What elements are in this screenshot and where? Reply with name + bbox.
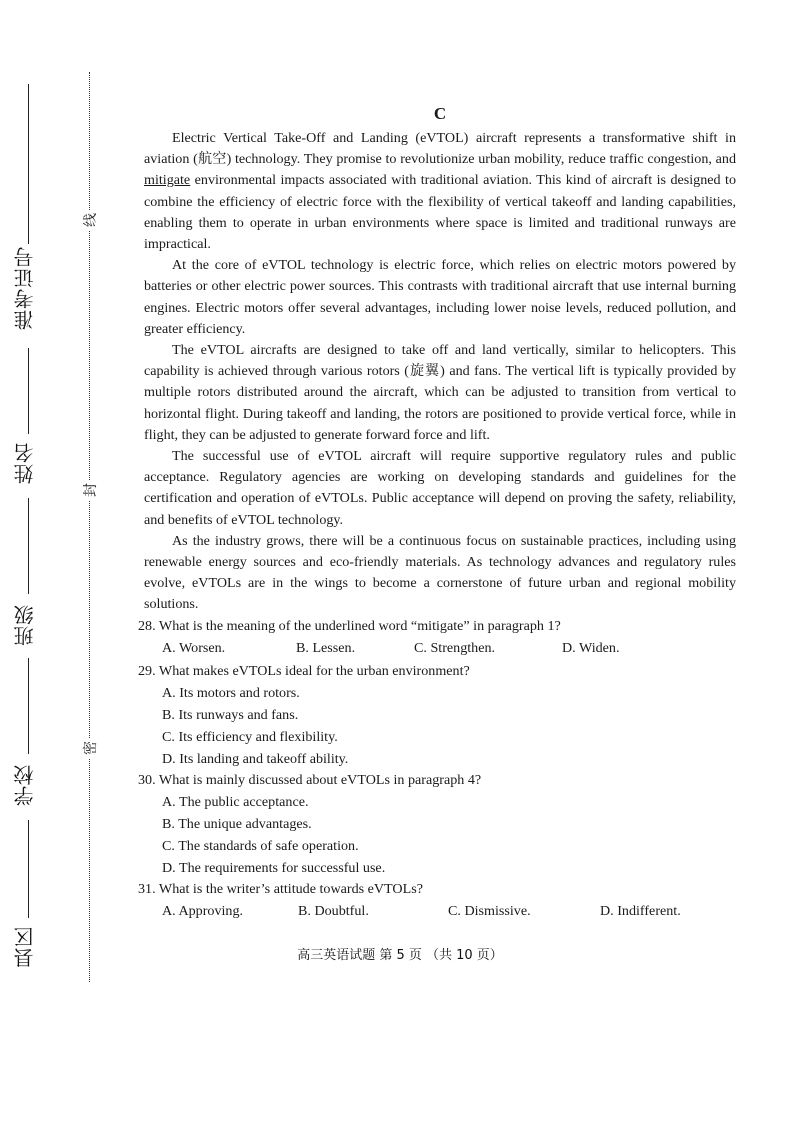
seal-char-secret: 密 (80, 738, 100, 758)
seal-char-line: 线 (80, 210, 100, 230)
class-label: 班级 (13, 604, 37, 646)
class-line (28, 498, 29, 594)
option-b[interactable]: B. Doubtful. (298, 902, 369, 919)
paragraph-1-end: environmental impacts associated with traditional aviation. This kind of aircraft is designed to combine the efficiency of electric force with the flexibility of vertical takeoff and landing capabilities, enabling them to operate in urban environments where space is limited and traditional runways are impractical. (144, 172, 736, 253)
school-line (28, 658, 29, 754)
options-row (144, 900, 736, 922)
option-a[interactable]: A. Approving. (162, 902, 244, 919)
option-c[interactable]: C. Its efficiency and flexibility. (162, 728, 338, 745)
question-stem: 29. What makes eVTOLs ideal for the urban environment? (138, 662, 470, 679)
option-a[interactable]: A. The public acceptance. (162, 793, 309, 810)
paragraph-4: The successful use of eVTOL aircraft will require supportive regulatory rules and public acceptance. Regulatory agencies are working on developing standards and guidelines for the certification and operation of eVTOLs. Public acceptance will depend on proving the safety, reliability, and benefits of eVTOL technology. (144, 448, 736, 528)
paragraph-3: The eVTOL aircrafts are designed to take off and land vertically, similar to helicopters. This capability is achieved through various rotors (旋翼) and fans. The vertical lift is typically provided by multiple rotors distributed around the aircraft, which can be adjusted to transition from vertical to horizontal flight. During takeoff and landing, the rotors are positioned to provide vertical force, while in flight, they can be adjusted to generate forward force and lift. (144, 342, 736, 443)
paragraph-2: At the core of eVTOL technology is electric force, which relies on electric motors powered by batteries or other electric power sources. This contrasts with traditional aircraft that use internal burning engines. Electric motors offer several advantages, including lower noise levels, reduced pollution, and greater efficiency. (144, 257, 736, 337)
question-29 (138, 661, 736, 770)
district-label: 县区 (13, 926, 37, 968)
name-label: 姓名 (13, 442, 37, 484)
question-stem: 30. What is mainly discussed about eVTOLs in paragraph 4? (138, 771, 482, 788)
option-c[interactable]: C. The standards of safe operation. (162, 837, 359, 854)
question-28 (138, 616, 736, 659)
option-c[interactable]: C. Dismissive. (448, 902, 531, 919)
page-footer: 高三英语试题 第 5 页 （共 10 页） (297, 948, 503, 963)
section-title: C (433, 104, 447, 123)
seal-char-seal: 封 (80, 480, 100, 500)
exam-number-label: 准考证号 (13, 246, 37, 330)
paragraph-1 (144, 128, 736, 255)
option-d[interactable]: D. Indifferent. (600, 902, 681, 919)
exam-number-line (28, 84, 29, 244)
name-line (28, 348, 29, 434)
paragraph-1-start: Electric Vertical Take-Off and Landing (eVTOL) aircraft represents a transformative shift in aviation (航空) technology. They promise to revolutionize urban mobility, reduce traffic congestion, and (144, 130, 736, 168)
option-b[interactable]: B. Lessen. (296, 639, 356, 656)
reading-section (138, 104, 736, 924)
question-stem: 28. What is the meaning of the underlined word “mitigate” in paragraph 1? (138, 617, 561, 634)
option-d[interactable]: D. Its landing and takeoff ability. (162, 750, 349, 767)
options-row (144, 637, 736, 659)
option-b[interactable]: B. Its runways and fans. (162, 706, 299, 723)
option-d[interactable]: D. Widen. (562, 639, 620, 656)
option-b[interactable]: B. The unique advantages. (162, 815, 312, 832)
option-a[interactable]: A. Worsen. (162, 639, 226, 656)
question-30 (138, 770, 736, 879)
question-stem: 31. What is the writer’s attitude towards eVTOLs? (138, 880, 423, 897)
underlined-word: mitigate (144, 172, 191, 189)
district-line (28, 820, 29, 918)
school-label: 学校 (13, 764, 37, 806)
option-c[interactable]: C. Strengthen. (414, 639, 496, 656)
option-d[interactable]: D. The requirements for successful use. (162, 859, 386, 876)
question-31 (138, 879, 736, 922)
seal-dotted-line (89, 72, 90, 982)
option-a[interactable]: A. Its motors and rotors. (162, 684, 300, 701)
paragraph-5: As the industry grows, there will be a continuous focus on sustainable practices, including using renewable energy sources and eco-friendly materials. As technology advances and regulatory rules evolve, eVTOLs are in the wings to become a cornerstone of future urban and regional mobility solutions. (144, 532, 736, 613)
